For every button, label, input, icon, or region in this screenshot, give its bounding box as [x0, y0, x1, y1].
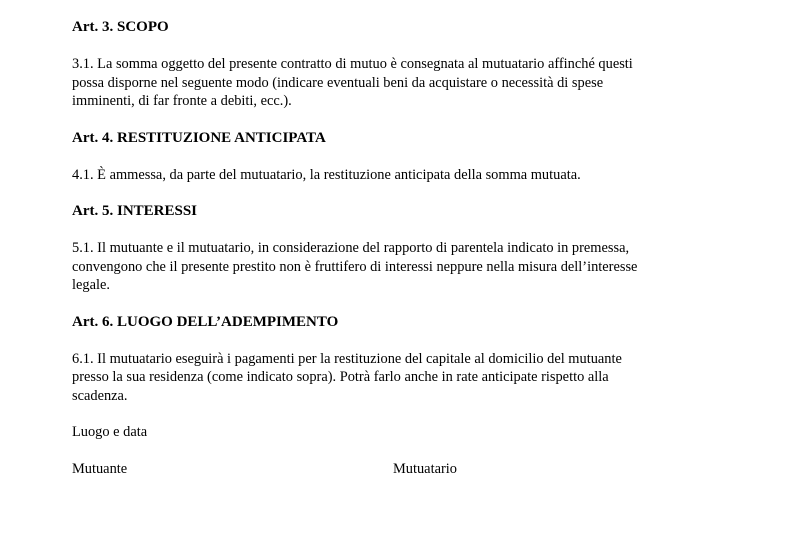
signature-borrower: Mutuatario [393, 460, 457, 477]
section-art-6 [72, 313, 722, 406]
signature-row [72, 460, 722, 479]
section-art-3 [72, 18, 722, 111]
paragraph-line: possa disporne nel seguente modo (indicare eventuali beni da acquistare o necessità di spese [72, 74, 604, 91]
paragraph-line: 3.1. La somma oggetto del presente contratto di mutuo è consegnata al mutuatario affinché questi [72, 56, 633, 72]
section-art-5 [72, 202, 722, 295]
signature-lender: Mutuante [72, 460, 128, 477]
section-heading: Art. 6. LUOGO DELL’ADEMPIMENTO [72, 313, 339, 330]
section-art-4 [72, 129, 722, 185]
place-and-date: Luogo e data [72, 424, 148, 440]
paragraph-line: legale. [72, 277, 110, 293]
section-heading: Art. 3. SCOPO [72, 19, 169, 35]
paragraph-line: 5.1. Il mutuante e il mutuatario, in considerazione del rapporto di parentela indicato in premessa, [72, 240, 630, 256]
section-heading: Art. 5. INTERESSI [72, 203, 198, 219]
paragraph-line: 4.1. È ammessa, da parte del mutuatario, la restituzione anticipata della somma mutuata. [72, 166, 581, 183]
paragraph-line: imminenti, di far fronte a debiti, ecc.). [72, 93, 292, 109]
paragraph-line: 6.1. Il mutuatario eseguirà i pagamenti per la restituzione del capitale al domicilio del mutuante [72, 350, 622, 367]
document-page [72, 18, 722, 479]
paragraph-line: presso la sua residenza (come indicato sopra). Potrà farlo anche in rate anticipate rispetto alla [72, 369, 609, 385]
paragraph-line: scadenza. [72, 387, 128, 404]
section-heading: Art. 4. RESTITUZIONE ANTICIPATA [72, 129, 326, 146]
paragraph-line: convengono che il presente prestito non è fruttifero di interessi neppure nella misura dell’interesse [72, 258, 638, 275]
